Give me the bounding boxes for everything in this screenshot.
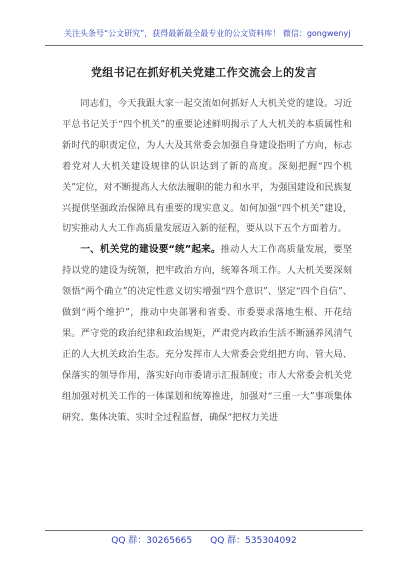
section-1-paragraph (62, 240, 352, 428)
intro-paragraph: 同志们，今天我跟大家一起交流如何抓好人大机关党的建设。习近平总书记关于“四个机关”的重要论述鲜明揭示了人大机关的本质属性和新时代的职责定位，为人大及其常委会加强自身建设指明了方向，标志着党对人大机关建设规律的认识达到了新的高度。深刻把握“四个机关”定位，对不断提高人大依法履职的能力和水平，为强国建设和民族复兴提供坚强政治保障具有重要的现实意义。如何加强“四个机关”建设，切实推动人大工作高质量发展迈入新的征程，要从以下五个方面着力。 (62, 98, 352, 235)
section-1-heading: 一、机关党的建设要“统”起来。 (80, 244, 221, 256)
section-1-text: 推动人大工作高质量发展，要坚持以党的建设为统领，把牢政治方向，统筹各项工作。人大机关要深刻领悟“两个确立”的决定性意义切实增强“四个意识”、坚定“四个自信”、做到“两个维护”，推动中央部署和省委、市委要求落地生根、开花结果。严守党的政治纪律和政治规矩，严肃党内政治生活不断涵养风清气正的人大机关政治生态。充分发挥市人大常委会党组把方向、管大局、保落实的领导作用，落实好向市委请示汇报制度；市人大常委会机关党组加强对机关工作的一体谋划和统筹推进，加强对“三重一大”事项集体研究、集体决策、实时全过程监督，确保“把权力关进 (62, 244, 352, 423)
footer (0, 535, 408, 547)
document-body (62, 94, 352, 429)
header-banner: 关注头条号“公文研究”，获得最新最全最专业的公文资料库！ 微信：gongwenyj (64, 29, 351, 38)
footer-divider (45, 530, 363, 531)
header-divider (45, 45, 363, 46)
footer-qq-group-2: QQ 群：535304092 (210, 536, 297, 546)
footer-qq-group-1: QQ 群：30265665 (111, 536, 193, 546)
document-title: 党组书记在抓好机关党建工作交流会上的发言 (91, 66, 317, 79)
